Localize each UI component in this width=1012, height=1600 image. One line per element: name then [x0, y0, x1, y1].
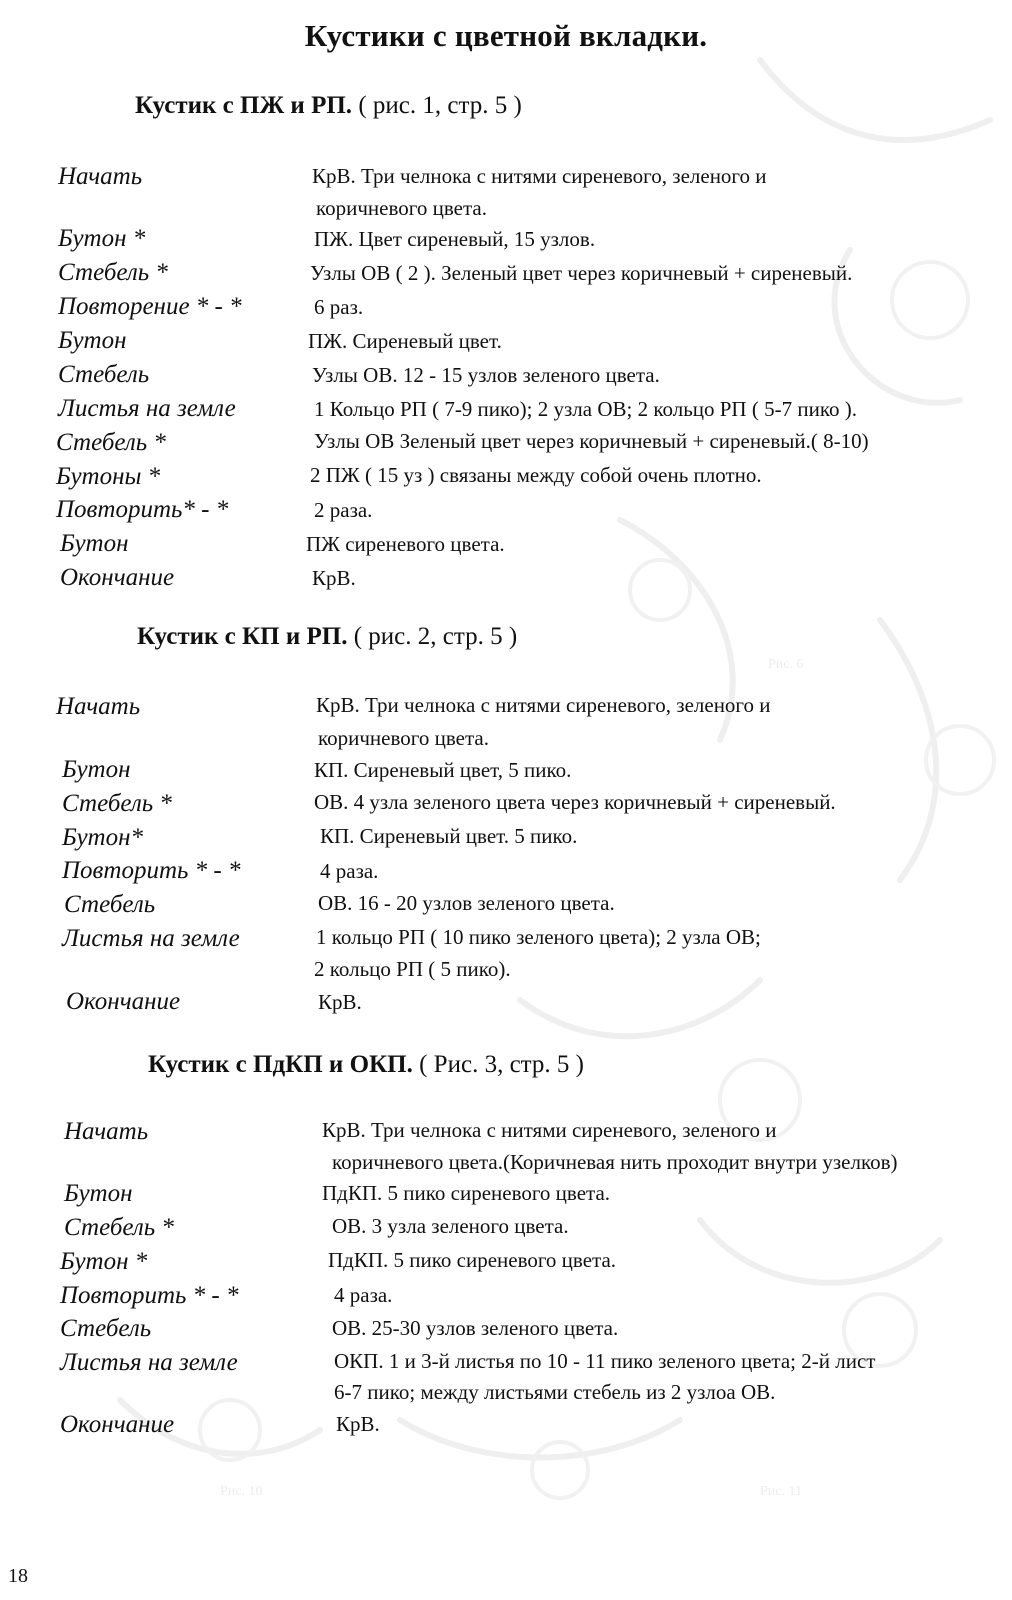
section-title-1 [135, 92, 522, 120]
section-heading: Кустик с ПдКП и ОКП. [148, 1051, 413, 1078]
row-text: 1 кольцо РП ( 10 пико зеленого цвета); 2 узла ОВ; [316, 925, 761, 949]
row-text: ПдКП. 5 пико сиреневого цвета. [322, 1181, 611, 1205]
row-text: ОКП. 1 и 3-й листья по 10 - 11 пико зеленого цвета; 2-й лист [334, 1349, 876, 1373]
row-label: Окончание [60, 1411, 175, 1438]
row-label: Бутон * [60, 1248, 148, 1275]
row-label: Листья на земле [62, 925, 240, 952]
row-text: коричневого цвета. [316, 196, 487, 220]
section-heading: Кустик с КП и РП. [137, 623, 348, 650]
row-label: Бутон * [58, 225, 146, 252]
row-label: Начать [64, 1118, 149, 1145]
row-text: ПдКП. 5 пико сиреневого цвета. [328, 1248, 617, 1272]
row-text: 2 раза. [314, 498, 373, 522]
row-text: КрВ. [336, 1412, 380, 1436]
row-label: Бутоны * [56, 463, 161, 490]
row-text: коричневого цвета.(Коричневая нить проходит внутри узелков) [332, 1150, 898, 1174]
section-reference: ( рис. 2, стр. 5 ) [353, 623, 518, 650]
row-label: Повторение * - * [58, 293, 242, 320]
section-reference: ( рис. 1, стр. 5 ) [358, 92, 522, 119]
row-label: Окончание [66, 988, 181, 1015]
row-label: Листья на земле [58, 395, 236, 422]
row-text: ПЖ. Сиреневый цвет. [308, 329, 502, 353]
row-text: ОВ. 25-30 узлов зеленого цвета. [332, 1316, 619, 1340]
section-title-2 [137, 623, 517, 651]
row-label: Начать [56, 693, 141, 720]
row-label: Стебель [60, 1315, 152, 1342]
row-text: КрВ. [312, 566, 356, 590]
row-label: Повторить* - * [56, 496, 229, 523]
row-text: ОВ. 4 узла зеленого цвета через коричневый + сиреневый. [314, 790, 836, 814]
row-text: 1 Кольцо РП ( 7-9 пико); 2 узла ОВ; 2 кольцо РП ( 5-7 пико ). [314, 397, 857, 421]
row-label: Начать [58, 163, 143, 190]
row-text: Узлы ОВ. 12 - 15 узлов зеленого цвета. [312, 363, 660, 387]
row-label: Бутон [60, 530, 129, 557]
section-heading: Кустик с ПЖ и РП. [135, 92, 353, 119]
row-label: Стебель [64, 891, 156, 918]
row-text: 6-7 пико; между листьями стебель из 2 узлоа ОВ. [334, 1380, 776, 1404]
row-label: Окончание [60, 564, 175, 591]
row-text: коричневого цвета. [318, 726, 489, 750]
row-text: КрВ. Три челнока с нитями сиреневого, зеленого и [322, 1118, 777, 1142]
row-label: Стебель * [58, 259, 168, 286]
row-label: Стебель * [56, 429, 166, 456]
watermark-label: Рис. 11 [760, 1484, 802, 1499]
row-text: 2 кольцо РП ( 5 пико). [314, 957, 511, 981]
row-text: 4 раза. [320, 859, 379, 883]
section-reference: ( Рис. 3, стр. 5 ) [419, 1051, 584, 1078]
row-label: Бутон [64, 1180, 133, 1207]
row-text: КрВ. [318, 990, 362, 1014]
row-text: КрВ. Три челнока с нитями сиреневого, зеленого и [316, 693, 771, 717]
row-text: ОВ. 3 узла зеленого цвета. [332, 1214, 569, 1238]
row-text: ПЖ сиреневого цвета. [306, 532, 505, 556]
page-number: 18 [8, 1565, 28, 1587]
row-text: 6 раз. [314, 295, 364, 319]
row-label: Стебель * [62, 790, 172, 817]
row-label: Стебель [58, 361, 150, 388]
row-text: КрВ. Три челнока с нитями сиреневого, зеленого и [312, 164, 767, 188]
row-label: Повторить * - * [62, 857, 241, 884]
section-title-3 [148, 1051, 584, 1079]
row-text: 4 раза. [334, 1283, 393, 1307]
row-text: ОВ. 16 - 20 узлов зеленого цвета. [318, 891, 615, 915]
row-text: КП. Сиреневый цвет, 5 пико. [314, 758, 572, 782]
row-text: Узлы ОВ Зеленый цвет через коричневый + сиреневый.( 8-10) [314, 429, 869, 453]
row-label: Листья на земле [60, 1349, 238, 1376]
row-label: Бутон [58, 327, 127, 354]
row-label: Бутон [62, 756, 131, 783]
row-label: Бутон* [62, 824, 143, 851]
row-label: Повторить * - * [60, 1282, 239, 1309]
row-text: Узлы ОВ ( 2 ). Зеленый цвет через коричневый + сиреневый. [310, 261, 853, 285]
row-text: КП. Сиреневый цвет. 5 пико. [320, 824, 578, 848]
watermark-label: Рис. 10 [220, 1484, 263, 1499]
row-text: 2 ПЖ ( 15 уз ) связаны между собой очень плотно. [310, 463, 762, 487]
row-label: Стебель * [64, 1214, 174, 1241]
watermark-label: Рис. 6 [768, 657, 804, 672]
row-text: ПЖ. Цвет сиреневый, 15 узлов. [314, 227, 596, 251]
page-title: Кустики с цветной вкладки. [304, 18, 708, 53]
